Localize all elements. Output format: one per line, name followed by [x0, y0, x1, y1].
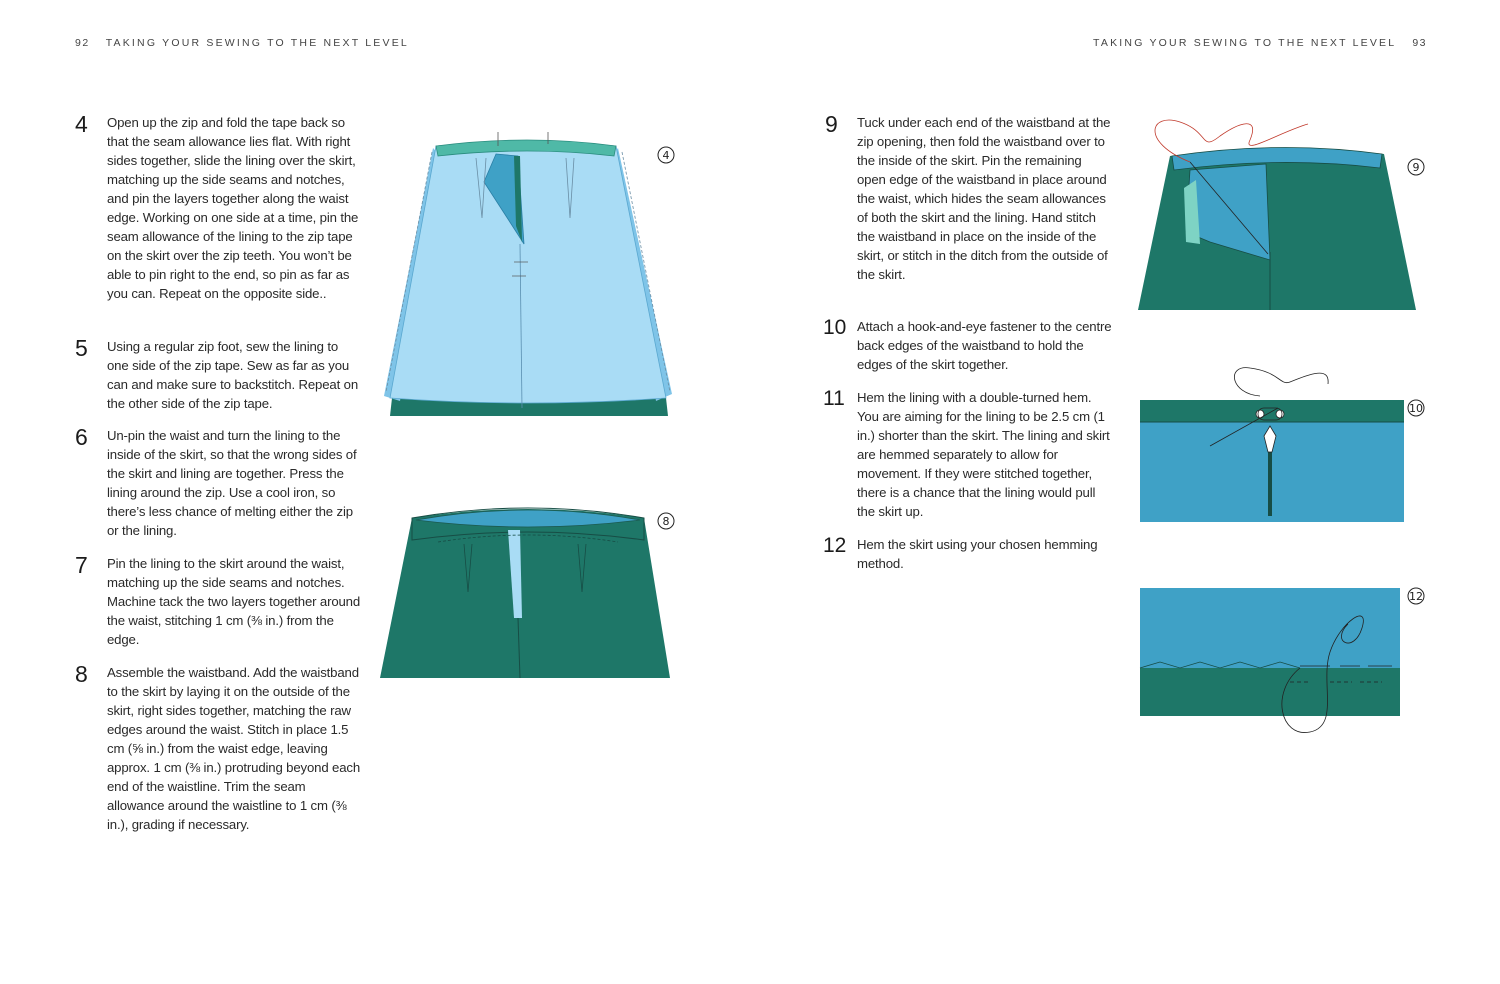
hem-allowance [1140, 668, 1400, 716]
figure-number: 4 [662, 149, 670, 162]
step-number: 9 [825, 111, 838, 137]
skirt-body [380, 509, 670, 678]
right-page-number: 93 [1412, 37, 1427, 49]
illustration-lining-over-skirt [378, 126, 678, 426]
step-text: Hem the skirt using your chosen hemming method. [857, 537, 1098, 571]
right-running-head [1093, 37, 1427, 49]
step-number: 10 [823, 316, 847, 339]
illustration-waistband-folded [1130, 112, 1430, 317]
left-page-number: 92 [75, 37, 90, 49]
figure-number: 9 [1412, 161, 1420, 174]
step-text: Un-pin the waist and turn the lining to the inside of the skirt, so that the wrong sides of the skirt and lining are together. Press the lining around the zip. Use a cool iron, so there’s less chance of melting either the zip or the lining. [107, 428, 357, 538]
step-number: 8 [75, 661, 88, 687]
step-number: 7 [75, 552, 88, 578]
skirt-body [1138, 148, 1416, 310]
illustration-hook-and-eye [1130, 356, 1430, 526]
right-running-title: TAKING YOUR SEWING TO THE NEXT LEVEL [1093, 37, 1397, 49]
step-text: Tuck under each end of the waistband at the zip opening, then fold the waistband over to the inside of the skirt. Pin the remaining open edge of the waistband in place around the waist, which hides the seam allowances of both the skirt and the lining. Hand stitch the waistband in place on the inside of the skirt, or stitch in the ditch from the outside of the skirt. [857, 115, 1111, 282]
thread [1234, 368, 1328, 396]
figure-number: 8 [662, 515, 670, 528]
step-text: Assemble the waistband. Add the waistband to the skirt by laying it on the outside of the skirt, right sides together, matching the raw edges around the waist. Stitch in place 1.5 cm (⅝ in.) from the waist edge, leaving approx. 1 cm (⅜ in.) protruding beyond each end of the waistline. Trim the seam allowance around the waistline to 1 cm (⅜ in.), grading if necessary. [107, 665, 361, 832]
step-number: 4 [75, 111, 88, 137]
step-number: 11 [823, 387, 845, 410]
left-running-head [75, 37, 409, 49]
left-running-title: TAKING YOUR SEWING TO THE NEXT LEVEL [105, 37, 409, 49]
illustration-hemming [1130, 582, 1430, 742]
step-text: Hem the lining with a double-turned hem. You are aiming for the lining to be 2.5 cm (1 in.) shorter than the skirt. The lining and skirt are hemmed separately to allow for movement. If they were stitched together, there is a chance that the lining would pull the skirt up. [857, 390, 1110, 519]
illustration-waistband-attached [378, 500, 678, 685]
step-text: Attach a hook-and-eye fastener to the centre back edges of the waistband to hold the edges of the skirt together. [857, 319, 1112, 372]
figure-number: 12 [1409, 590, 1423, 603]
step-text: Pin the lining to the skirt around the waist, matching up the side seams and notches. Machine tack the two layers together around the waist, stitching 1 cm (⅜ in.) from the edge. [107, 556, 361, 647]
step-text: Open up the zip and fold the tape back so that the seam allowance lies flat. With right sides together, slide the lining over the skirt, matching up the side seams and notches, and pin the layers together along the waist edge. Working on one side at a time, pin the seam allowance of the lining to the zip tape on the skirt over the zip teeth. You won’t be able to pin right to the end, so pin as far as you can. Repeat on the opposite side.. [107, 115, 359, 301]
step-number: 12 [823, 534, 847, 557]
step-number: 6 [75, 424, 88, 450]
step-number: 5 [75, 335, 88, 361]
skirt-panel [1140, 588, 1400, 668]
figure-number: 10 [1409, 402, 1423, 415]
step-text: Using a regular zip foot, sew the lining to one side of the zip tape. Sew as far as you can and make sure to backstitch. Repeat on the other side of the zip tape. [107, 339, 359, 411]
